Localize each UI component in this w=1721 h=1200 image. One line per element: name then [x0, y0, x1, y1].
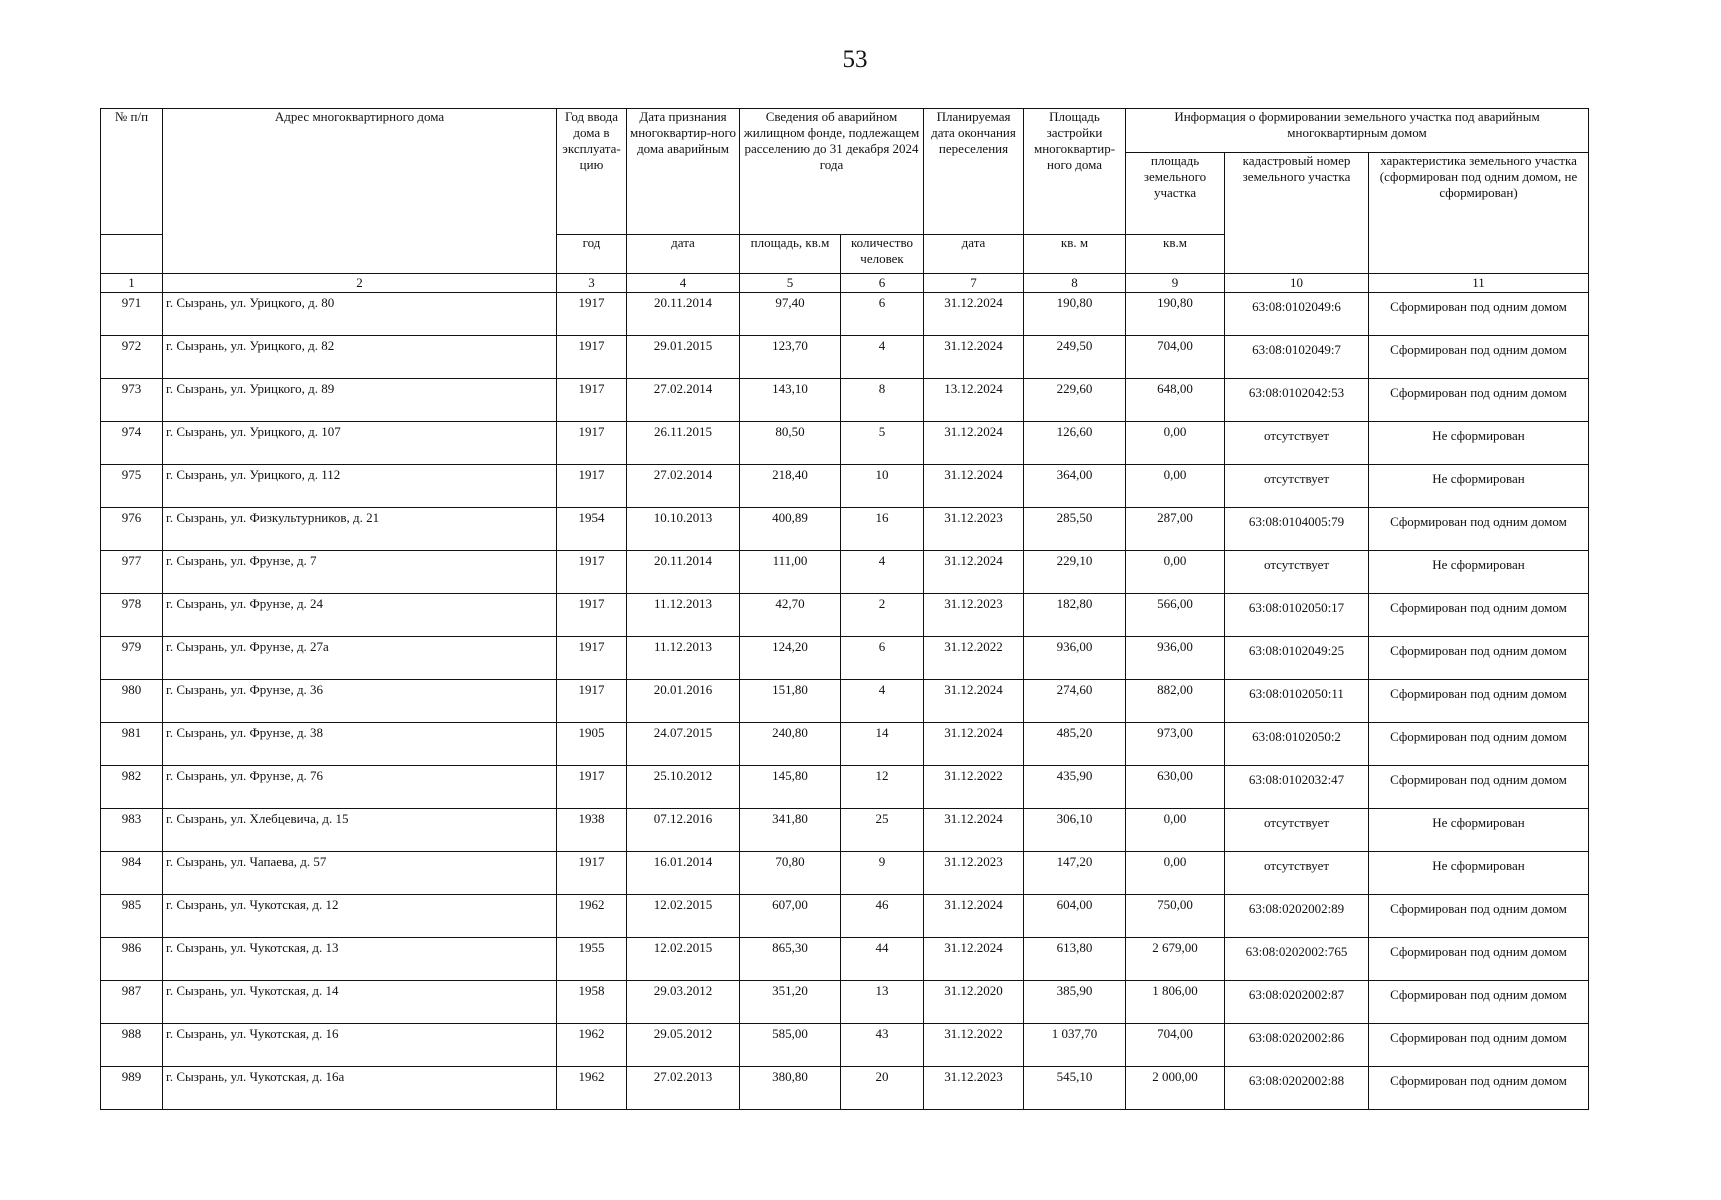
cell-date-recognized: 11.12.2013 — [627, 594, 740, 637]
cell-year: 1917 — [557, 379, 627, 422]
cell-cadastral: отсутствует — [1225, 465, 1369, 508]
header-no: № п/п — [101, 109, 163, 235]
cell-characteristic: Сформирован под одним домом — [1369, 680, 1589, 723]
unit-area: площадь, кв.м — [740, 235, 841, 274]
cell-cadastral: отсутствует — [1225, 422, 1369, 465]
cell-date-recognized: 29.03.2012 — [627, 981, 740, 1024]
cell-year: 1938 — [557, 809, 627, 852]
page-number: 53 — [842, 46, 868, 73]
cell-address: г. Сызрань, ул. Урицкого, д. 89 — [163, 379, 557, 422]
column-number: 11 — [1369, 274, 1589, 293]
cell-address: г. Сызрань, ул. Хлебцевича, д. 15 — [163, 809, 557, 852]
cell-planned-date: 31.12.2022 — [924, 1024, 1024, 1067]
cell-building-area: 147,20 — [1024, 852, 1126, 895]
cell-characteristic: Не сформирован — [1369, 422, 1589, 465]
cell-characteristic: Сформирован под одним домом — [1369, 594, 1589, 637]
cell-planned-date: 31.12.2024 — [924, 422, 1024, 465]
cell-characteristic: Сформирован под одним домом — [1369, 508, 1589, 551]
cell-building-area: 435,90 — [1024, 766, 1126, 809]
cell-year: 1955 — [557, 938, 627, 981]
table-row — [101, 508, 1589, 551]
column-number: 1 — [101, 274, 163, 293]
cell-land-area: 2 000,00 — [1126, 1067, 1225, 1110]
cell-people: 44 — [841, 938, 924, 981]
cell-cadastral: 63:08:0202002:86 — [1225, 1024, 1369, 1067]
cell-date-recognized: 27.02.2013 — [627, 1067, 740, 1110]
cell-people: 2 — [841, 594, 924, 637]
cell-planned-date: 31.12.2024 — [924, 551, 1024, 594]
cell-year: 1917 — [557, 766, 627, 809]
cell-area: 380,80 — [740, 1067, 841, 1110]
cell-address: г. Сызрань, ул. Фрунзе, д. 36 — [163, 680, 557, 723]
cell-address: г. Сызрань, ул. Фрунзе, д. 27а — [163, 637, 557, 680]
cell-date-recognized: 10.10.2013 — [627, 508, 740, 551]
cell-address: г. Сызрань, ул. Урицкого, д. 82 — [163, 336, 557, 379]
cell-no: 982 — [101, 766, 163, 809]
emergency-housing-table — [100, 108, 1589, 1110]
cell-building-area: 229,60 — [1024, 379, 1126, 422]
cell-cadastral: 63:08:0102049:6 — [1225, 293, 1369, 336]
table-row — [101, 379, 1589, 422]
cell-planned-date: 31.12.2023 — [924, 508, 1024, 551]
cell-year: 1917 — [557, 551, 627, 594]
cell-year: 1917 — [557, 422, 627, 465]
cell-people: 10 — [841, 465, 924, 508]
cell-address: г. Сызрань, ул. Урицкого, д. 107 — [163, 422, 557, 465]
unit-planned-date: дата — [924, 235, 1024, 274]
cell-planned-date: 31.12.2023 — [924, 1067, 1024, 1110]
cell-cadastral: 63:08:0102050:17 — [1225, 594, 1369, 637]
cell-building-area: 613,80 — [1024, 938, 1126, 981]
cell-address: г. Сызрань, ул. Фрунзе, д. 7 — [163, 551, 557, 594]
cell-date-recognized: 11.12.2013 — [627, 637, 740, 680]
cell-planned-date: 31.12.2024 — [924, 680, 1024, 723]
cell-year: 1962 — [557, 1067, 627, 1110]
cell-date-recognized: 07.12.2016 — [627, 809, 740, 852]
cell-building-area: 249,50 — [1024, 336, 1126, 379]
cell-building-area: 604,00 — [1024, 895, 1126, 938]
cell-area: 341,80 — [740, 809, 841, 852]
table-row — [101, 594, 1589, 637]
cell-year: 1917 — [557, 852, 627, 895]
cell-area: 42,70 — [740, 594, 841, 637]
unit-people: количество человек — [841, 235, 924, 274]
cell-date-recognized: 25.10.2012 — [627, 766, 740, 809]
cell-address: г. Сызрань, ул. Урицкого, д. 80 — [163, 293, 557, 336]
cell-land-area: 648,00 — [1126, 379, 1225, 422]
cell-characteristic: Не сформирован — [1369, 852, 1589, 895]
cell-area: 400,89 — [740, 508, 841, 551]
cell-cadastral: 63:08:0102032:47 — [1225, 766, 1369, 809]
cell-address: г. Сызрань, ул. Физкультурников, д. 21 — [163, 508, 557, 551]
cell-area: 111,00 — [740, 551, 841, 594]
header-date-recognized: Дата признания многоквартир-ного дома аварийным — [627, 109, 740, 235]
cell-address: г. Сызрань, ул. Чукотская, д. 16а — [163, 1067, 557, 1110]
table-row — [101, 981, 1589, 1024]
table-row — [101, 1024, 1589, 1067]
cell-planned-date: 31.12.2022 — [924, 637, 1024, 680]
cell-people: 20 — [841, 1067, 924, 1110]
cell-date-recognized: 29.05.2012 — [627, 1024, 740, 1067]
cell-area: 70,80 — [740, 852, 841, 895]
cell-area: 143,10 — [740, 379, 841, 422]
cell-land-area: 0,00 — [1126, 465, 1225, 508]
cell-people: 4 — [841, 680, 924, 723]
cell-no: 979 — [101, 637, 163, 680]
cell-year: 1958 — [557, 981, 627, 1024]
cell-land-area: 0,00 — [1126, 551, 1225, 594]
cell-no: 988 — [101, 1024, 163, 1067]
cell-address: г. Сызрань, ул. Фрунзе, д. 38 — [163, 723, 557, 766]
table-body — [101, 293, 1589, 1110]
column-number: 10 — [1225, 274, 1369, 293]
cell-area: 124,20 — [740, 637, 841, 680]
cell-cadastral: отсутствует — [1225, 809, 1369, 852]
cell-no: 973 — [101, 379, 163, 422]
cell-land-area: 936,00 — [1126, 637, 1225, 680]
cell-building-area: 182,80 — [1024, 594, 1126, 637]
cell-date-recognized: 26.11.2015 — [627, 422, 740, 465]
table-row — [101, 551, 1589, 594]
cell-no: 980 — [101, 680, 163, 723]
table-row — [101, 1067, 1589, 1110]
cell-people: 4 — [841, 336, 924, 379]
cell-people: 12 — [841, 766, 924, 809]
cell-year: 1917 — [557, 336, 627, 379]
cell-year: 1905 — [557, 723, 627, 766]
cell-year: 1917 — [557, 465, 627, 508]
cell-address: г. Сызрань, ул. Фрунзе, д. 76 — [163, 766, 557, 809]
unit-no — [101, 235, 163, 274]
cell-no: 984 — [101, 852, 163, 895]
header-address: Адрес многоквартирного дома — [163, 109, 557, 274]
cell-people: 8 — [841, 379, 924, 422]
table-row — [101, 422, 1589, 465]
unit-land-area: кв.м — [1126, 235, 1225, 274]
cell-planned-date: 31.12.2020 — [924, 981, 1024, 1024]
cell-year: 1917 — [557, 594, 627, 637]
column-number: 4 — [627, 274, 740, 293]
header-land-area: площадь земельного участка — [1126, 153, 1225, 235]
table-row — [101, 293, 1589, 336]
cell-area: 865,30 — [740, 938, 841, 981]
cell-cadastral: 63:08:0102049:25 — [1225, 637, 1369, 680]
cell-date-recognized: 12.02.2015 — [627, 895, 740, 938]
column-number: 2 — [163, 274, 557, 293]
cell-land-area: 750,00 — [1126, 895, 1225, 938]
cell-no: 985 — [101, 895, 163, 938]
cell-building-area: 306,10 — [1024, 809, 1126, 852]
unit-year: год — [557, 235, 627, 274]
cell-area: 123,70 — [740, 336, 841, 379]
cell-building-area: 126,60 — [1024, 422, 1126, 465]
cell-people: 6 — [841, 293, 924, 336]
cell-building-area: 1 037,70 — [1024, 1024, 1126, 1067]
cell-characteristic: Не сформирован — [1369, 551, 1589, 594]
cell-planned-date: 31.12.2024 — [924, 293, 1024, 336]
cell-land-area: 704,00 — [1126, 336, 1225, 379]
cell-building-area: 274,60 — [1024, 680, 1126, 723]
cell-date-recognized: 16.01.2014 — [627, 852, 740, 895]
cell-people: 43 — [841, 1024, 924, 1067]
cell-land-area: 0,00 — [1126, 422, 1225, 465]
cell-address: г. Сызрань, ул. Чапаева, д. 57 — [163, 852, 557, 895]
cell-land-area: 882,00 — [1126, 680, 1225, 723]
cell-address: г. Сызрань, ул. Чукотская, д. 16 — [163, 1024, 557, 1067]
cell-characteristic: Сформирован под одним домом — [1369, 1067, 1589, 1110]
cell-land-area: 287,00 — [1126, 508, 1225, 551]
cell-no: 987 — [101, 981, 163, 1024]
cell-building-area: 936,00 — [1024, 637, 1126, 680]
column-number: 8 — [1024, 274, 1126, 293]
cell-land-area: 973,00 — [1126, 723, 1225, 766]
cell-year: 1917 — [557, 293, 627, 336]
cell-no: 972 — [101, 336, 163, 379]
cell-people: 6 — [841, 637, 924, 680]
cell-date-recognized: 12.02.2015 — [627, 938, 740, 981]
cell-building-area: 485,20 — [1024, 723, 1126, 766]
cell-building-area: 385,90 — [1024, 981, 1126, 1024]
cell-address: г. Сызрань, ул. Чукотская, д. 14 — [163, 981, 557, 1024]
cell-date-recognized: 27.02.2014 — [627, 379, 740, 422]
cell-land-area: 190,80 — [1126, 293, 1225, 336]
cell-area: 240,80 — [740, 723, 841, 766]
table-row — [101, 766, 1589, 809]
cell-area: 607,00 — [740, 895, 841, 938]
cell-cadastral: отсутствует — [1225, 852, 1369, 895]
table-row — [101, 938, 1589, 981]
cell-planned-date: 31.12.2023 — [924, 852, 1024, 895]
cell-land-area: 0,00 — [1126, 852, 1225, 895]
cell-cadastral: 63:08:0102050:2 — [1225, 723, 1369, 766]
cell-cadastral: отсутствует — [1225, 551, 1369, 594]
cell-characteristic: Сформирован под одним домом — [1369, 981, 1589, 1024]
cell-land-area: 566,00 — [1126, 594, 1225, 637]
cell-characteristic: Сформирован под одним домом — [1369, 766, 1589, 809]
cell-cadastral: 63:08:0202002:88 — [1225, 1067, 1369, 1110]
cell-cadastral: 63:08:0202002:89 — [1225, 895, 1369, 938]
cell-area: 151,80 — [740, 680, 841, 723]
cell-people: 46 — [841, 895, 924, 938]
cell-address: г. Сызрань, ул. Чукотская, д. 13 — [163, 938, 557, 981]
cell-cadastral: 63:08:0202002:765 — [1225, 938, 1369, 981]
cell-no: 981 — [101, 723, 163, 766]
cell-year: 1917 — [557, 680, 627, 723]
unit-date: дата — [627, 235, 740, 274]
cell-characteristic: Не сформирован — [1369, 465, 1589, 508]
column-number: 9 — [1126, 274, 1225, 293]
cell-no: 983 — [101, 809, 163, 852]
cell-address: г. Сызрань, ул. Фрунзе, д. 24 — [163, 594, 557, 637]
cell-cadastral: 63:08:0102042:53 — [1225, 379, 1369, 422]
cell-area: 351,20 — [740, 981, 841, 1024]
cell-area: 585,00 — [740, 1024, 841, 1067]
cell-land-area: 630,00 — [1126, 766, 1225, 809]
cell-planned-date: 31.12.2024 — [924, 723, 1024, 766]
cell-characteristic: Сформирован под одним домом — [1369, 723, 1589, 766]
table-row — [101, 465, 1589, 508]
header-fund-info: Сведения об аварийном жилищном фонде, подлежащем расселению до 31 декабря 2024 года — [740, 109, 924, 235]
cell-characteristic: Сформирован под одним домом — [1369, 1024, 1589, 1067]
cell-no: 976 — [101, 508, 163, 551]
header-land-info: Информация о формировании земельного участка под аварийным многоквартирным домом — [1126, 109, 1589, 153]
cell-people: 9 — [841, 852, 924, 895]
cell-land-area: 1 806,00 — [1126, 981, 1225, 1024]
cell-characteristic: Сформирован под одним домом — [1369, 895, 1589, 938]
cell-characteristic: Сформирован под одним домом — [1369, 293, 1589, 336]
cell-cadastral: 63:08:0104005:79 — [1225, 508, 1369, 551]
cell-no: 975 — [101, 465, 163, 508]
table-row — [101, 852, 1589, 895]
cell-area: 145,80 — [740, 766, 841, 809]
cell-characteristic: Сформирован под одним домом — [1369, 379, 1589, 422]
cell-date-recognized: 20.11.2014 — [627, 551, 740, 594]
cell-cadastral: 63:08:0202002:87 — [1225, 981, 1369, 1024]
cell-building-area: 364,00 — [1024, 465, 1126, 508]
column-numbers-row — [101, 274, 1589, 293]
cell-land-area: 704,00 — [1126, 1024, 1225, 1067]
cell-date-recognized: 29.01.2015 — [627, 336, 740, 379]
cell-no: 971 — [101, 293, 163, 336]
column-number: 7 — [924, 274, 1024, 293]
cell-people: 14 — [841, 723, 924, 766]
unit-building-area: кв. м — [1024, 235, 1126, 274]
cell-no: 978 — [101, 594, 163, 637]
cell-building-area: 285,50 — [1024, 508, 1126, 551]
cell-cadastral: 63:08:0102050:11 — [1225, 680, 1369, 723]
cell-year: 1954 — [557, 508, 627, 551]
cell-land-area: 2 679,00 — [1126, 938, 1225, 981]
cell-planned-date: 31.12.2023 — [924, 594, 1024, 637]
table-row — [101, 680, 1589, 723]
cell-people: 4 — [841, 551, 924, 594]
header-building-area: Площадь застройки многоквартир-ного дома — [1024, 109, 1126, 235]
cell-planned-date: 31.12.2024 — [924, 809, 1024, 852]
table-row — [101, 637, 1589, 680]
cell-characteristic: Сформирован под одним домом — [1369, 938, 1589, 981]
header-cadastral: кадастровый номер земельного участка — [1225, 153, 1369, 274]
cell-date-recognized: 27.02.2014 — [627, 465, 740, 508]
header-year: Год ввода дома в эксплуата-цию — [557, 109, 627, 235]
cell-people: 13 — [841, 981, 924, 1024]
cell-year: 1962 — [557, 895, 627, 938]
cell-characteristic: Сформирован под одним домом — [1369, 637, 1589, 680]
table-row — [101, 336, 1589, 379]
cell-area: 97,40 — [740, 293, 841, 336]
cell-date-recognized: 20.01.2016 — [627, 680, 740, 723]
column-number: 5 — [740, 274, 841, 293]
cell-planned-date: 31.12.2024 — [924, 465, 1024, 508]
cell-area: 80,50 — [740, 422, 841, 465]
cell-planned-date: 31.12.2024 — [924, 938, 1024, 981]
cell-cadastral: 63:08:0102049:7 — [1225, 336, 1369, 379]
cell-no: 977 — [101, 551, 163, 594]
cell-no: 986 — [101, 938, 163, 981]
cell-building-area: 229,10 — [1024, 551, 1126, 594]
cell-planned-date: 31.12.2022 — [924, 766, 1024, 809]
table-row — [101, 809, 1589, 852]
cell-no: 974 — [101, 422, 163, 465]
cell-area: 218,40 — [740, 465, 841, 508]
header-land-characteristic: характеристика земельного участка (сформирован под одним домом, не сформирован) — [1369, 153, 1589, 274]
column-number: 6 — [841, 274, 924, 293]
cell-people: 25 — [841, 809, 924, 852]
cell-year: 1917 — [557, 637, 627, 680]
cell-people: 16 — [841, 508, 924, 551]
cell-building-area: 545,10 — [1024, 1067, 1126, 1110]
cell-date-recognized: 20.11.2014 — [627, 293, 740, 336]
cell-planned-date: 13.12.2024 — [924, 379, 1024, 422]
cell-building-area: 190,80 — [1024, 293, 1126, 336]
column-number: 3 — [557, 274, 627, 293]
cell-no: 989 — [101, 1067, 163, 1110]
header-planned-date: Планируемая дата окончания переселения — [924, 109, 1024, 235]
table-row — [101, 895, 1589, 938]
cell-date-recognized: 24.07.2015 — [627, 723, 740, 766]
cell-characteristic: Сформирован под одним домом — [1369, 336, 1589, 379]
cell-year: 1962 — [557, 1024, 627, 1067]
cell-address: г. Сызрань, ул. Урицкого, д. 112 — [163, 465, 557, 508]
cell-characteristic: Не сформирован — [1369, 809, 1589, 852]
cell-planned-date: 31.12.2024 — [924, 895, 1024, 938]
table-row — [101, 723, 1589, 766]
cell-land-area: 0,00 — [1126, 809, 1225, 852]
cell-people: 5 — [841, 422, 924, 465]
cell-address: г. Сызрань, ул. Чукотская, д. 12 — [163, 895, 557, 938]
cell-planned-date: 31.12.2024 — [924, 336, 1024, 379]
